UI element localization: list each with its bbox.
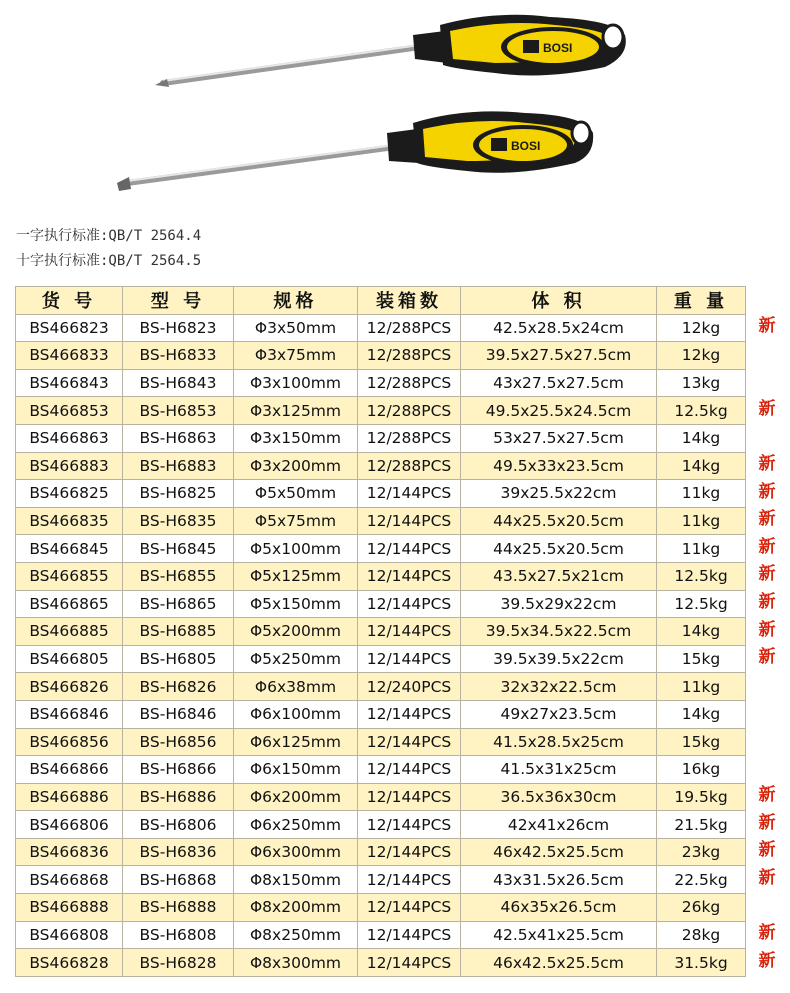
brand-logo-text-2: BOSI [511,139,541,153]
cell-weight: 14kg [657,618,746,646]
table-row [16,562,746,590]
new-badge: 新 [758,398,776,419]
table-row [16,700,746,728]
new-badge: 新 [758,812,776,833]
cell-item-no: BS466805 [16,645,123,673]
new-badge [750,423,784,451]
table-row [16,397,746,425]
cell-item-no: BS466886 [16,783,123,811]
cell-volume: 39x25.5x22cm [461,480,657,508]
cell-item-no: BS466826 [16,673,123,701]
cell-volume: 42.5x41x25.5cm [461,921,657,949]
cell-weight: 12kg [657,314,746,342]
cell-spec: Φ3x75mm [234,342,358,370]
cell-volume: 46x42.5x25.5cm [461,949,657,977]
cell-volume: 49.5x25.5x24.5cm [461,397,657,425]
cell-spec: Φ5x200mm [234,618,358,646]
table-row [16,535,746,563]
header-volume: 体 积 [461,287,657,315]
cell-weight: 11kg [657,480,746,508]
cell-spec: Φ5x150mm [234,590,358,618]
cell-packing: 12/144PCS [358,866,461,894]
new-badge: 新 [758,316,776,336]
cell-model: BS-H6823 [123,314,234,342]
cell-item-no: BS466833 [16,342,123,370]
table-row [16,756,746,784]
new-badge: 新 [758,785,776,806]
new-badge: 新 [758,619,776,640]
cell-model: BS-H6856 [123,728,234,756]
cell-spec: Φ6x38mm [234,673,358,701]
cell-volume: 49x27x23.5cm [461,700,657,728]
cell-model: BS-H6853 [123,397,234,425]
cell-weight: 12.5kg [657,397,746,425]
cell-packing: 12/144PCS [358,645,461,673]
cell-model: BS-H6863 [123,424,234,452]
cell-spec: Φ3x125mm [234,397,358,425]
table-row [16,507,746,535]
cell-volume: 42.5x28.5x24cm [461,314,657,342]
cell-volume: 43.5x27.5x21cm [461,562,657,590]
new-badge: 新 [758,481,776,502]
cell-packing: 12/288PCS [358,397,461,425]
cell-volume: 32x32x22.5cm [461,673,657,701]
new-badge [750,727,784,755]
cell-weight: 28kg [657,921,746,949]
cell-model: BS-H6846 [123,700,234,728]
cell-model: BS-H6866 [123,756,234,784]
table-row [16,452,746,480]
cell-volume: 43x31.5x26.5cm [461,866,657,894]
cell-spec: Φ6x100mm [234,700,358,728]
slotted-standard-text: 一字执行标准:QB/T 2564.4 [16,228,202,244]
new-marker-column [750,313,784,975]
cell-weight: 31.5kg [657,949,746,977]
cell-packing: 12/144PCS [358,894,461,922]
cell-item-no: BS466828 [16,949,123,977]
header-item-no: 货 号 [16,287,123,315]
table-row [16,590,746,618]
cell-item-no: BS466863 [16,424,123,452]
cell-item-no: BS466853 [16,397,123,425]
cell-spec: Φ6x300mm [234,838,358,866]
cell-model: BS-H6825 [123,480,234,508]
header-weight: 重 量 [657,287,746,315]
cell-model: BS-H6843 [123,369,234,397]
cell-weight: 15kg [657,728,746,756]
cell-packing: 12/144PCS [358,728,461,756]
header-model: 型 号 [123,287,234,315]
new-badge [750,892,784,920]
cell-model: BS-H6888 [123,894,234,922]
cell-spec: Φ3x200mm [234,452,358,480]
cell-volume: 42x41x26cm [461,811,657,839]
table-row [16,618,746,646]
cell-model: BS-H6855 [123,562,234,590]
new-badge: 新 [758,647,776,668]
cell-spec: Φ5x125mm [234,562,358,590]
cell-model: BS-H6833 [123,342,234,370]
header-spec: 规格 [234,287,358,315]
cell-volume: 46x42.5x25.5cm [461,838,657,866]
cell-weight: 14kg [657,700,746,728]
cell-model: BS-H6885 [123,618,234,646]
cell-packing: 12/240PCS [358,673,461,701]
cell-volume: 39.5x29x22cm [461,590,657,618]
cell-weight: 16kg [657,756,746,784]
cell-spec: Φ8x300mm [234,949,358,977]
cell-spec: Φ6x200mm [234,783,358,811]
table-row [16,314,746,342]
cell-spec: Φ5x75mm [234,507,358,535]
cell-item-no: BS466883 [16,452,123,480]
cell-item-no: BS466868 [16,866,123,894]
cell-weight: 12.5kg [657,562,746,590]
cell-model: BS-H6826 [123,673,234,701]
cell-item-no: BS466866 [16,756,123,784]
cell-packing: 12/288PCS [358,342,461,370]
product-photo [95,5,655,200]
cell-weight: 12kg [657,342,746,370]
cell-packing: 12/288PCS [358,424,461,452]
table-row [16,645,746,673]
cell-model: BS-H6845 [123,535,234,563]
new-badge: 新 [758,536,776,557]
phillips-screwdriver-image [155,15,626,87]
cell-item-no: BS466846 [16,700,123,728]
cell-spec: Φ8x200mm [234,894,358,922]
cell-packing: 12/144PCS [358,756,461,784]
table-row [16,424,746,452]
cell-volume: 44x25.5x20.5cm [461,507,657,535]
cell-item-no: BS466885 [16,618,123,646]
cell-spec: Φ6x125mm [234,728,358,756]
cell-packing: 12/144PCS [358,507,461,535]
cell-packing: 12/144PCS [358,811,461,839]
cell-model: BS-H6868 [123,866,234,894]
cell-packing: 12/144PCS [358,562,461,590]
cell-packing: 12/288PCS [358,314,461,342]
cell-weight: 14kg [657,424,746,452]
cell-packing: 12/288PCS [358,369,461,397]
cell-item-no: BS466888 [16,894,123,922]
table-row [16,783,746,811]
cell-packing: 12/144PCS [358,535,461,563]
cell-model: BS-H6806 [123,811,234,839]
cell-spec: Φ3x150mm [234,424,358,452]
new-badge [750,341,784,369]
table-row [16,673,746,701]
new-badge: 新 [758,453,776,474]
cell-model: BS-H6828 [123,949,234,977]
cell-weight: 23kg [657,838,746,866]
cell-volume: 39.5x27.5x27.5cm [461,342,657,370]
header-packing: 装箱数 [358,287,461,315]
cell-spec: Φ5x250mm [234,645,358,673]
cell-spec: Φ5x50mm [234,480,358,508]
cell-volume: 41.5x31x25cm [461,756,657,784]
new-badge: 新 [758,509,776,530]
new-badge: 新 [758,950,776,971]
table-row [16,949,746,977]
table-row [16,838,746,866]
cell-volume: 49.5x33x23.5cm [461,452,657,480]
cell-weight: 11kg [657,673,746,701]
cell-weight: 12.5kg [657,590,746,618]
cell-item-no: BS466836 [16,838,123,866]
cell-model: BS-H6836 [123,838,234,866]
cell-packing: 12/144PCS [358,949,461,977]
cell-item-no: BS466825 [16,480,123,508]
cell-weight: 11kg [657,535,746,563]
cell-weight: 13kg [657,369,746,397]
table-row [16,921,746,949]
cell-packing: 12/288PCS [358,452,461,480]
cell-weight: 22.5kg [657,866,746,894]
table-row [16,866,746,894]
cell-model: BS-H6835 [123,507,234,535]
cell-item-no: BS466845 [16,535,123,563]
cell-packing: 12/144PCS [358,590,461,618]
cell-item-no: BS466808 [16,921,123,949]
cell-spec: Φ8x250mm [234,921,358,949]
brand-logo-text: BOSI [543,41,573,55]
cell-packing: 12/144PCS [358,700,461,728]
cell-weight: 19.5kg [657,783,746,811]
cell-spec: Φ8x150mm [234,866,358,894]
cell-model: BS-H6808 [123,921,234,949]
new-badge: 新 [758,923,776,944]
cell-spec: Φ6x150mm [234,756,358,784]
cell-model: BS-H6865 [123,590,234,618]
new-badge: 新 [758,867,776,888]
cell-model: BS-H6805 [123,645,234,673]
cell-volume: 39.5x34.5x22.5cm [461,618,657,646]
cell-item-no: BS466823 [16,314,123,342]
cell-weight: 26kg [657,894,746,922]
cell-volume: 41.5x28.5x25cm [461,728,657,756]
phillips-standard-text: 十字执行标准:QB/T 2564.5 [16,253,202,269]
new-badge: 新 [758,840,776,861]
cell-item-no: BS466835 [16,507,123,535]
table-row [16,811,746,839]
new-badge: 新 [758,591,776,612]
cell-spec: Φ5x100mm [234,535,358,563]
new-badge [750,368,784,396]
table-row [16,342,746,370]
table-row [16,369,746,397]
cell-spec: Φ6x250mm [234,811,358,839]
new-badge [750,755,784,783]
cell-weight: 21.5kg [657,811,746,839]
cell-packing: 12/144PCS [358,921,461,949]
cell-item-no: BS466806 [16,811,123,839]
table-row [16,728,746,756]
cell-volume: 39.5x39.5x22cm [461,645,657,673]
cell-volume: 43x27.5x27.5cm [461,369,657,397]
cell-volume: 36.5x36x30cm [461,783,657,811]
new-badge: 新 [758,564,776,585]
new-badge [750,672,784,700]
cell-weight: 15kg [657,645,746,673]
spec-table-body [16,314,746,976]
cell-packing: 12/144PCS [358,480,461,508]
spec-table [15,286,746,977]
new-badge [750,699,784,727]
cell-packing: 12/144PCS [358,783,461,811]
table-row [16,480,746,508]
cell-item-no: BS466865 [16,590,123,618]
cell-weight: 14kg [657,452,746,480]
cell-model: BS-H6883 [123,452,234,480]
cell-volume: 46x35x26.5cm [461,894,657,922]
cell-spec: Φ3x100mm [234,369,358,397]
cell-item-no: BS466855 [16,562,123,590]
cell-item-no: BS466856 [16,728,123,756]
cell-model: BS-H6886 [123,783,234,811]
cell-item-no: BS466843 [16,369,123,397]
cell-volume: 44x25.5x20.5cm [461,535,657,563]
cell-spec: Φ3x50mm [234,314,358,342]
cell-packing: 12/144PCS [358,618,461,646]
slotted-screwdriver-image [117,111,593,191]
table-header-row [16,287,746,315]
standards-block [16,224,201,274]
table-row [16,894,746,922]
cell-volume: 53x27.5x27.5cm [461,424,657,452]
cell-weight: 11kg [657,507,746,535]
cell-packing: 12/144PCS [358,838,461,866]
